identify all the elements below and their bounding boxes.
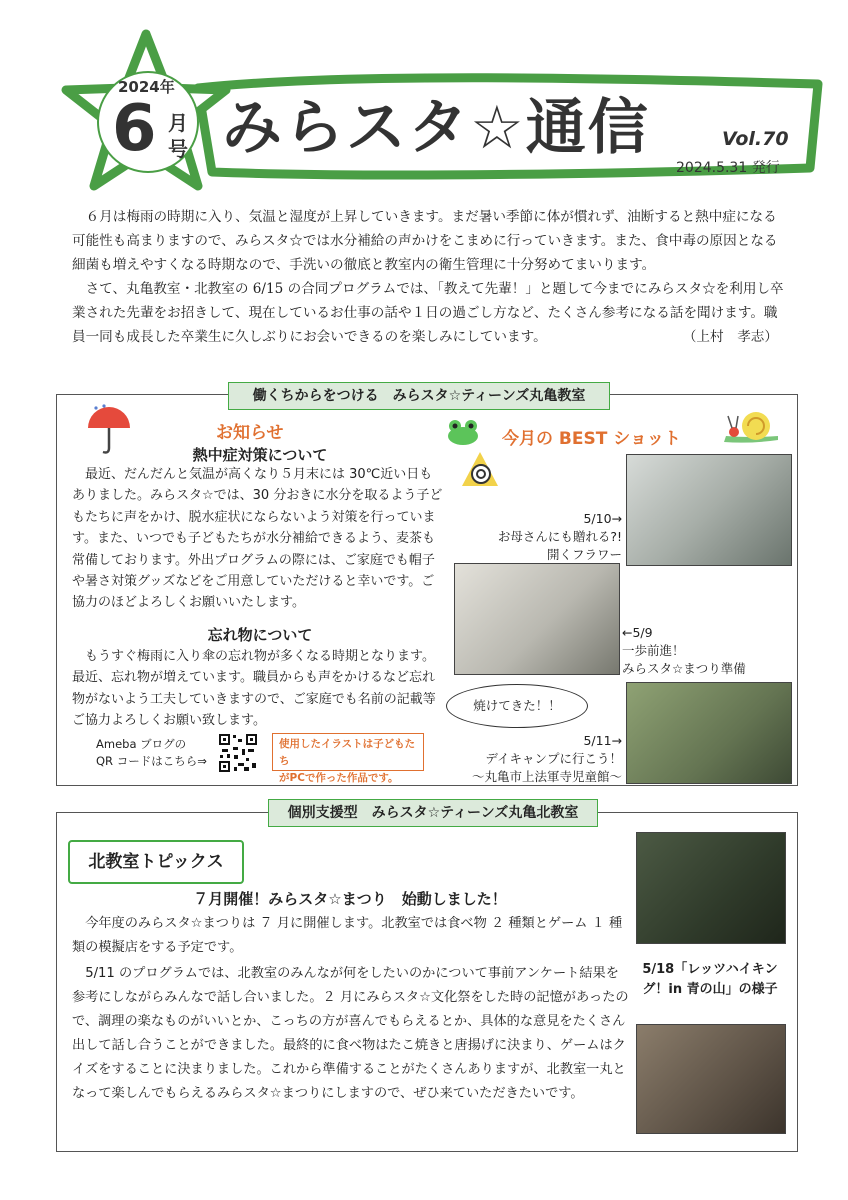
caption-camp-line-2: デイキャンプに行こう！	[485, 751, 622, 766]
illustration-note-line-1: 使用したイラストは子どもたち	[279, 738, 416, 767]
festival-subtitle: ７月開催！みらスタ☆まつり 始動しました！	[193, 890, 507, 908]
north-section-heading: 個別支援型 みらスタ☆ティーンズ丸亀北教室	[268, 799, 598, 827]
north-topics-label: 北教室トピックス	[68, 840, 244, 884]
photo-hiking	[636, 832, 786, 944]
ameba-line-2: QR コードはこちら⇒	[96, 754, 207, 768]
caption-prep-line-3: みらスタ☆まつり準備	[622, 661, 746, 676]
issue-month-label: 月号	[168, 111, 188, 161]
issue-date: 2024.5.31 発行	[676, 160, 780, 176]
caption-day-camp	[446, 732, 622, 786]
caption-prep-line-2: 一歩前進！	[622, 643, 685, 658]
photo-flower-craft	[626, 454, 792, 566]
lost-items-heading: 忘れ物について	[207, 626, 313, 644]
heatstroke-text: 最近、だんだんと気温が高くなり５月末には 30℃近い日もありました。みらスタ☆では、30 分おきに水分を取るよう子どもたちに声をかけ、脱水症状にならないよう対策を行っています。また、いつでも子どもたちが水分補給できるよう、麦茶も常備しております。外出プログラムの際には、ご家庭でも帽子や暑さ対策グッズなどをご用意していただけると幸いです。ご協力のほどよろしくお願いいたします。	[72, 467, 443, 611]
speech-bubble: 焼けてきた！！	[446, 684, 588, 728]
intro-text	[72, 205, 790, 349]
ameba-line-1: Ameba ブログの	[96, 737, 187, 751]
lost-items-text: もうすぐ梅雨に入り傘の忘れ物が多くなる時期となります。最近、忘れ物が増えています。職員からも声をかけるなど忘れ物がないよう工夫していきますので、ご家庭でも名前の記載等ご協力よろしくお願い致します。	[72, 649, 436, 729]
intro-paragraph-2: さて、丸亀教室・北教室の 6/15 の合同プログラムでは、「教えて先輩！」と題して今までにみらスタ☆を利用し卒業された先輩をお招きして、現在しているお仕事の話や１日の過ごし方など、たくさん参考になる話を聞けます。職員一同も成長した卒業生に久しぶりにお会いできるのを楽しみにしています。	[72, 281, 784, 345]
marugame-section-heading: 働くちからをつける みらスタ☆ティーンズ丸亀教室	[228, 382, 610, 410]
illustration-note	[272, 733, 424, 784]
photo-hiking-rest	[636, 1024, 786, 1134]
frog-icon	[446, 418, 480, 446]
umbrella-icon	[84, 404, 134, 456]
caption-flower-line-1: 5/10→	[583, 511, 622, 526]
illustration-note-line-2: がPCで作った作品です。	[279, 772, 399, 784]
caption-flower-craft	[482, 510, 622, 564]
qr-code[interactable]	[218, 733, 258, 773]
caption-camp-line-1: 5/11→	[583, 733, 622, 748]
author-name: （上村 孝志）	[682, 329, 778, 345]
caption-flower-line-2: お母さんにも贈れる?!	[497, 529, 622, 544]
intro-paragraph-1: ６月は梅雨の時期に入り、気温と湿度が上昇していきます。まだ暑い季節に体が慣れず、油断すると熱中症になる可能性も高まりますので、みらスタ☆では水分補給の声かけをこまめに行っていきます。また、食中毒の原因となる細菌も増えやすくなる時期なので、手洗いの徹底と教室内の衛生管理に十分努めてまいります。	[72, 209, 778, 273]
snail-icon	[720, 404, 784, 448]
swirl-icon	[460, 450, 500, 490]
issue-year: 2024年	[118, 78, 175, 96]
caption-hiking-line-1: 5/18「レッツハイキン	[642, 962, 778, 977]
festival-paragraph-2: 5/11 のプログラムでは、北教室のみんなが何をしたいのかについて事前アンケート結果を参考にしながらみんなで話し合いました。２ 月にみらスタ☆文化祭をした時の記憶があったので、調理の楽なものがいいとか、こっちの方が喜んでもらえるとか、具体的な意見をたくさん出して話し合うことができました。最終的に食べ物はたこ焼きと唐揚げに決まり、ゲームはクイズをすることに決まりました。これから準備することがたくさんありますが、北教室一丸となって楽しんでもらえるみらスタ☆まつりにしますので、ぜひ来ていただきたいです。	[72, 966, 629, 1101]
caption-flower-line-3: 開くフラワー	[546, 547, 622, 562]
caption-camp-line-3: ～丸亀市上法軍寺児童館～	[471, 769, 622, 784]
festival-paragraph-1: 今年度のみらスタ☆まつりは ７ 月に開催します。北教室では食べ物 ２ 種類とゲーム １ 種類の模擬店をする予定です。	[72, 916, 623, 955]
caption-hiking	[634, 960, 786, 1000]
ameba-blog-note	[96, 736, 207, 770]
heatstroke-heading: 熱中症対策について	[192, 446, 328, 464]
caption-prep-line-1: ←5/9	[622, 625, 653, 640]
newsletter-title: みらスタ☆通信	[222, 93, 650, 163]
notice-title: お知らせ	[216, 423, 284, 443]
photo-festival-prep	[454, 563, 620, 675]
best-shot-title: 今月の BEST ショット	[502, 429, 681, 449]
photo-day-camp	[626, 682, 792, 784]
issue-month-number: 6	[112, 92, 157, 166]
volume-number: Vol.70	[722, 128, 789, 150]
caption-hiking-line-2: グ！in 青の山」の様子	[642, 982, 778, 997]
caption-festival-prep	[622, 624, 746, 678]
